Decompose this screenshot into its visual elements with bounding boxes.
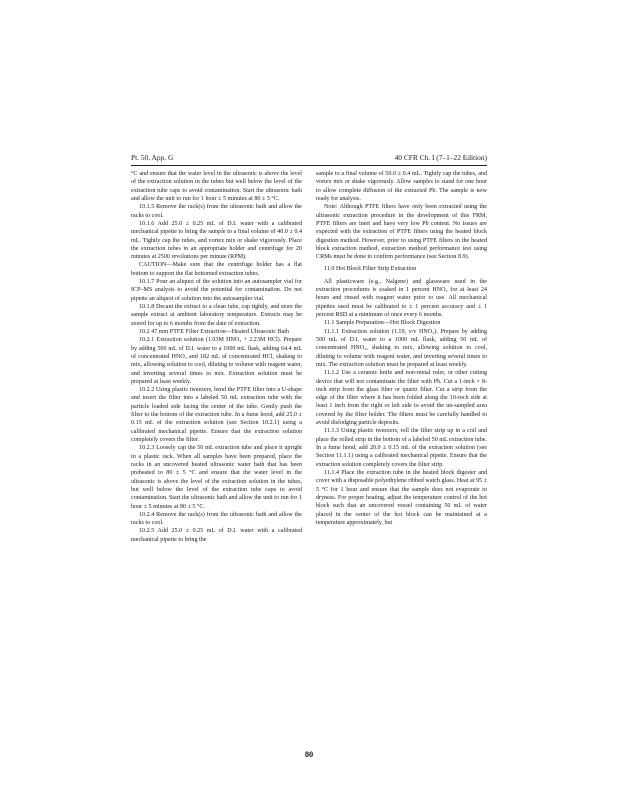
paragraph: 10.2.4 Remove the rack(s) from the ultrasonic bath and allow the racks to cool. <box>131 511 302 527</box>
paragraph: 10.1.8 Decant the extract to a clean tube, cap tightly, and store the sample extract at ambient laboratory temperature. Extracts may be stored for up to 6 months from the date of extraction. <box>131 304 302 327</box>
paragraph: 10.1.6 Add 25.0 ± 0.25 mL of D.I. water with a calibrated mechanical pipette to bring the sample to a final volume of 40.0 ± 0.4 mL. Tightly cap the tubes, and vortex mix or shake vigorously. Place the extraction tubes in an appropriate holder and centrifuge for 20 minutes at 2500 revolutions per minute (RPM). <box>131 220 302 261</box>
paragraph: 11.1.1 Extraction solution (1.19, v/v HNO₃). Prepare by adding 500 mL of D.I. water to a 1000 mL flask, adding 50 mL of concentrated HNO₃, shaking to mix, allowing solution to cool, diluting to volume with reagent water, and inverting several times to mix. The extraction solution must be prepared at least weekly. <box>316 328 487 368</box>
header-part-appendix: Pt. 50, App. G <box>131 153 174 162</box>
left-column <box>131 170 302 544</box>
paragraph: CAUTION—Make sure that the centrifuge holder has a flat bottom to support the flat bottomed extraction tubes. <box>131 262 302 277</box>
paragraph: 11.1.3 Using plastic tweezers, roll the filter strip up in a coil and place the rolled strip in the bottom of a labeled 50 mL extraction tube. In a fume hood, add 20.0 ± 0.15 mL of the extraction solution (see Section 11.1.1) using a calibrated mechanical pipette. Ensure that the extraction solution completely covers the filter strip. <box>316 428 487 468</box>
paragraph: 10.1.5 Remove the rack(s) from the ultrasonic bath and allow the racks to cool. <box>131 204 302 219</box>
paragraph: 10.2.2 Using plastic tweezers, bend the PTFE filter into a U-shape and insert the filter into a labeled 50 mL extraction tube with the particle loaded side facing the center of the tube. Gently push the filter to the bottom of the extraction tube. In a fume hood, add 25.0 ± 0.15 mL of the extraction solution (see Section 10.2.1) using a calibrated mechanical pipette. Ensure that the extraction solution completely covers the filter. <box>131 387 302 443</box>
paragraph: 10.1.7 Pour an aliquot of the solution into an autosampler vial for ICP–MS analysis to avoid the potential for contamination. Do not pipette an aliquot of solution into the autosampler vial. <box>131 279 302 302</box>
paragraph: °C and ensure that the water level in the ultrasonic is above the level of the extraction solution in the tubes but well below the level of the extraction tube caps to avoid contamination. Start the ultrasonic bath and allow the unit to run for 1 hour ± 5 minutes at 80 ± 5 °C. <box>131 171 302 202</box>
right-column <box>316 170 487 527</box>
paragraph: 10.2.3 Loosely cap the 50 mL extraction tube and place it upright in a plastic rack. When all samples have been prepared, place the racks in an uncovered heated ultrasonic water bath that has been preheated to 80 ± 5 °C and ensure that the water level in the ultrasonic is above the level of the extraction solution in the tubes, but well below the level of the extraction tube caps to avoid contamination. Start the ultrasonic bath and allow the unit to run for 1 hour ± 5 minutes at 80 ± 5 °C. <box>131 445 302 510</box>
paragraph: 10.2.5 Add 25.0 ± 0.25 mL of D.I. water with a calibrated mechanical pipette to bring the <box>131 528 302 543</box>
note-paragraph: Note: Although PTFE filters have only been extracted using the ultrasonic extraction procedure in the development of this FRM, PTFE filters are inert and have very low Pb content. No issues are expected with the extraction of PTFE filters using the heated block digestion method. However, prior to using PTFE filters in the heated block extraction method, extraction method performance test using CRMs must be done to confirm performance (see Section 8.9). <box>316 204 487 261</box>
section-heading: 10.2 47 mm PTFE Filter Extraction—Heated Ultrasonic Bath <box>139 328 289 335</box>
header-rule <box>131 165 487 166</box>
paragraph: All plasticware (e.g., Nalgene) and glassware used in the extraction procedures is soaked in 1 percent HNO₃ for at least 24 hours and rinsed with reagent water prior to use. All mechanical pipettes used must be calibrated to ± 1 percent accuracy and ± 1 percent RSD at a minimum of once every 6 months. <box>316 278 487 318</box>
running-header <box>131 152 487 163</box>
paragraph: 11.1.2 Use a ceramic knife and non-metal ruler, or other cutting device that will not contaminate the filter with Pb. Cut a 1-inch × 8-inch strip from the glass fiber or quartz filter. Cut a strip from the edge of the filter where it has been folded along the 10-inch side at least 1 inch from the right or left side to avoid the un-sampled area covered by the filter holder. The filters must be carefully handled to avoid dislodging particle deposits. <box>316 370 487 427</box>
section-heading: 11.0 Hot Block Filter Strip Extraction <box>324 266 417 273</box>
section-heading: 11.1 Sample Preparation—Hot Block Digestion <box>324 320 441 327</box>
header-cfr-edition: 40 CFR Ch. I (7–1–22 Edition) <box>394 153 487 162</box>
paragraph: 10.2.1 Extraction solution (1.03M HNO₃ + 2.23M HCl). Prepare by adding 500 mL of D.I. water to a 1000 mL flask, adding 64.4 mL of concentrated HNO₃ and 182 mL of concentrated HCl, shaking to mix, allowing solution to cool, diluting to volume with reagent water, and inverting several times to mix. Extraction solution must be prepared at least weekly. <box>131 337 302 385</box>
paragraph: sample to a final volume of 50.0 ± 0.4 mL. Tightly cap the tubes, and vortex mix or shake vigorously. Allow samples to stand for one hour to allow complete diffusion of the extracted Pb. The sample is now ready for analysis. <box>316 171 487 202</box>
paragraph: 11.1.4 Place the extraction tube in the heated block digester and cover with a disposable polyethylene ribbed watch glass. Heat at 95 ± 5 °C for 1 hour and ensure that the sample does not evaporate to dryness. For proper heating, adjust the temperature control of the hot block such that an uncovered vessel containing 50 mL of water placed in the center of the hot block can be maintained at a temperature approximately, but <box>316 469 487 526</box>
page-number: 80 <box>304 750 314 759</box>
